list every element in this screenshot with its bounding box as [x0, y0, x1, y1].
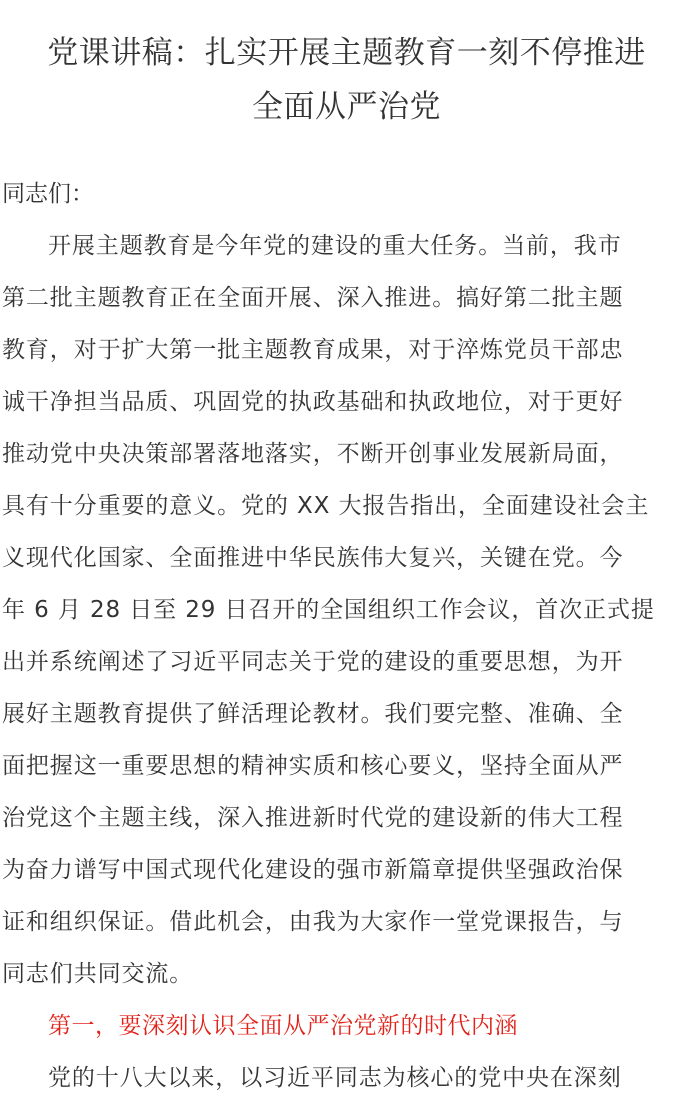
article-title: [0, 26, 693, 134]
section-1-first-line: 党的十八大以来，以习近平同志为核心的党中央在深刻: [48, 1065, 622, 1091]
greeting: 同志们：: [2, 181, 94, 207]
intro-line: 具有十分重要的意义。党的 XX 大报告指出，全面建设社会主: [2, 493, 650, 519]
intro-line: 为奋力谱写中国式现代化建设的强市新篇章提供坚强政治保: [2, 857, 624, 883]
intro-line: 教育，对于扩大第一批主题教育成果，对于淬炼党员干部忠: [2, 337, 624, 363]
intro-line: 开展主题教育是今年党的建设的重大任务。当前，我市: [48, 233, 622, 259]
intro-line: 出并系统阐述了习近平同志关于党的建设的重要思想，为开: [2, 649, 624, 675]
intro-line: 推动党中央决策部署落地落实，不断开创事业发展新局面，: [2, 441, 624, 467]
intro-line: 治党这个主题主线，深入推进新时代党的建设新的伟大工程: [2, 805, 624, 831]
section-heading-1: 第一，要深刻认识全面从严治党新的时代内涵: [48, 1013, 518, 1039]
intro-line: 诚干净担当品质、巩固党的执政基础和执政地位，对于更好: [2, 389, 624, 415]
section-1-paragraph: [0, 1052, 693, 1104]
intro-line: 同志们共同交流。: [2, 961, 194, 987]
article-title-line-1: 党课讲稿：扎实开展主题教育一刻不停推进: [47, 35, 646, 71]
intro-line: 义现代化国家、全面推进中华民族伟大复兴，关键在党。今: [2, 545, 624, 571]
intro-line: 展好主题教育提供了鲜活理论教材。我们要完整、准确、全: [2, 701, 624, 727]
intro-line: 年 6 月 28 日至 29 日召开的全国组织工作会议，首次正式提: [2, 597, 655, 623]
intro-line: 第二批主题教育正在全面开展、深入推进。搞好第二批主题: [2, 285, 624, 311]
intro-paragraph: [0, 220, 693, 1000]
article-title-line-2: 全面从严治党: [252, 89, 441, 125]
intro-line: 面把握这一重要思想的精神实质和核心要义，坚持全面从严: [2, 753, 624, 779]
intro-line: 证和组织保证。借此机会，由我为大家作一堂党课报告，与: [2, 909, 624, 935]
